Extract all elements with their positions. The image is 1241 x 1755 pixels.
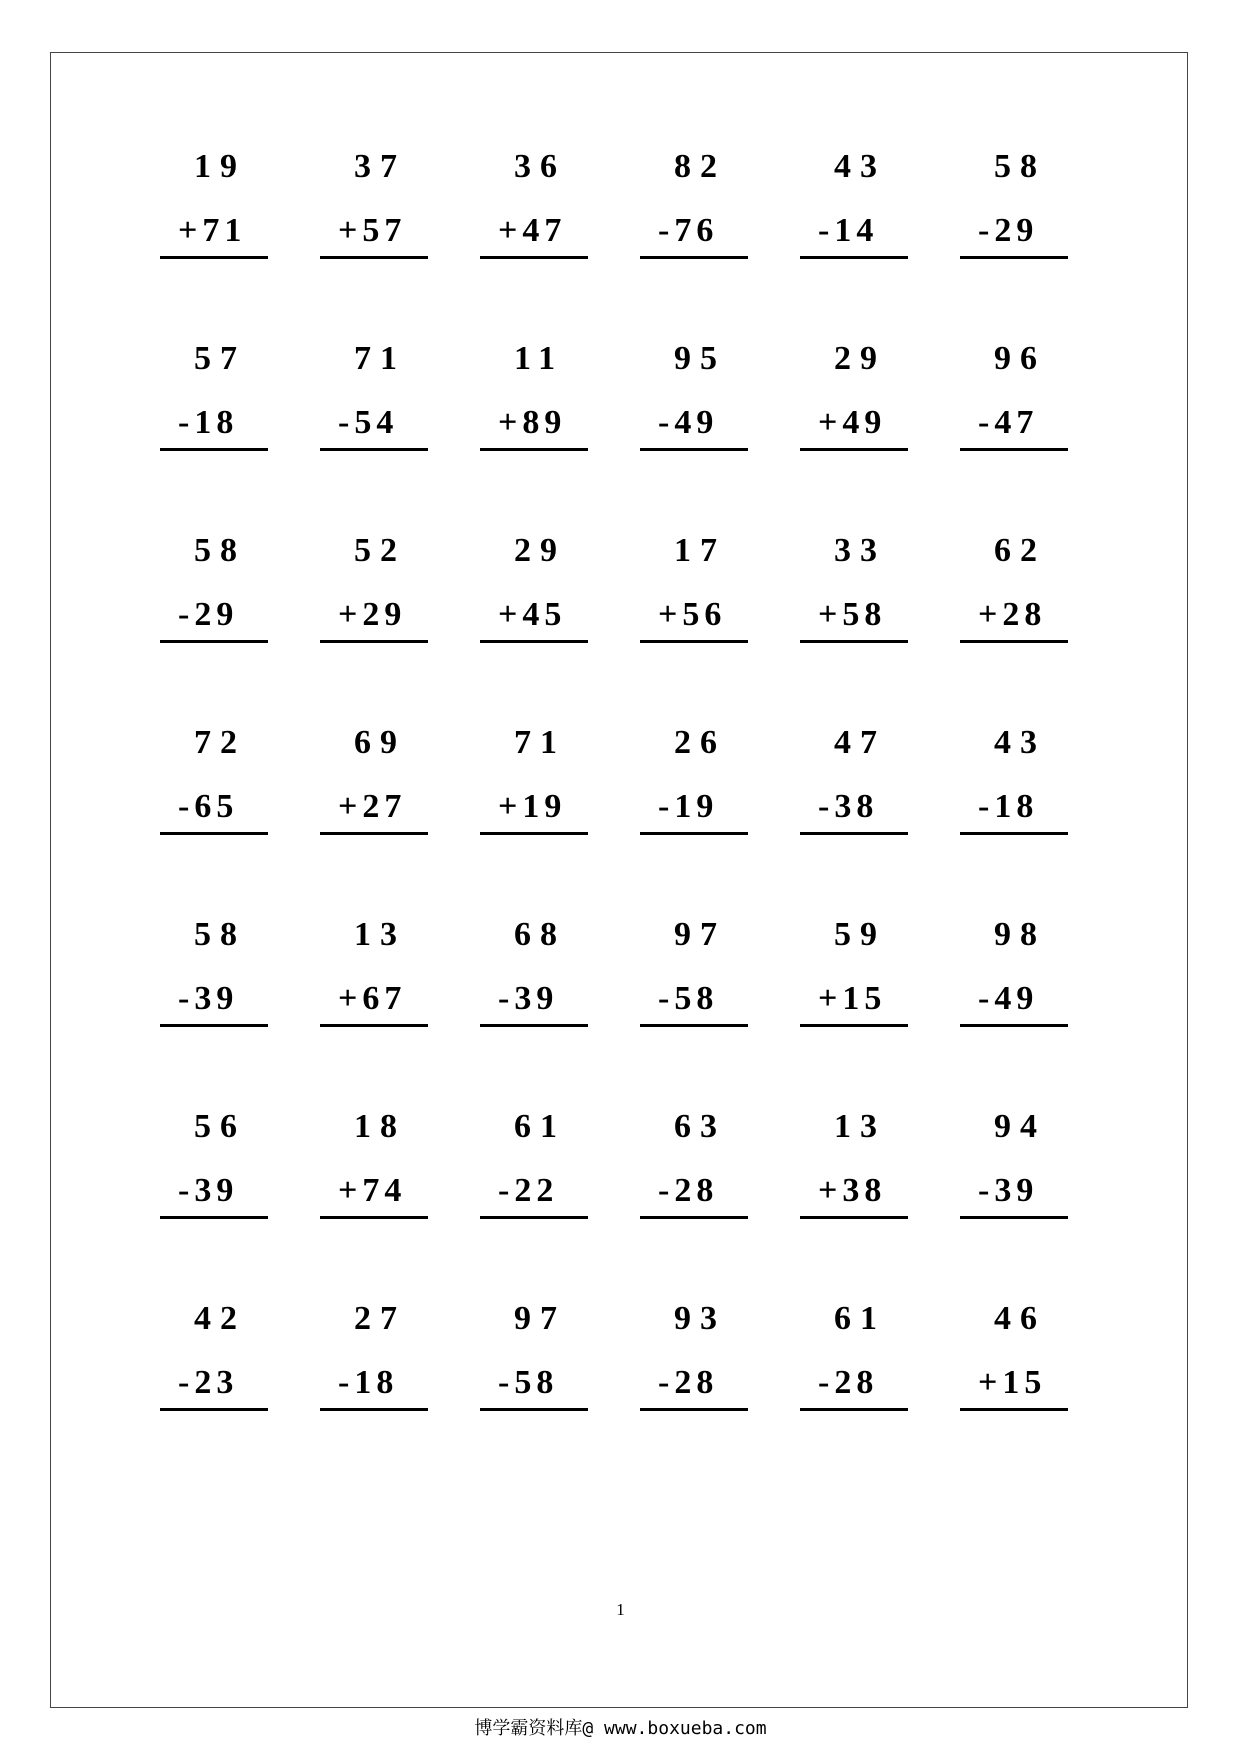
vertical-arithmetic-problem xyxy=(320,532,430,652)
vertical-arithmetic-problem xyxy=(160,1300,270,1420)
top-number: 97 xyxy=(674,916,726,953)
vertical-arithmetic-problem xyxy=(960,916,1070,1036)
vertical-arithmetic-problem xyxy=(800,724,910,844)
operator-and-number: +74 xyxy=(338,1172,407,1209)
operator-and-number: +47 xyxy=(498,212,567,249)
answer-line xyxy=(640,1172,748,1219)
top-number: 46 xyxy=(994,1300,1046,1337)
top-number: 69 xyxy=(354,724,406,761)
top-number: 61 xyxy=(834,1300,886,1337)
top-number: 59 xyxy=(834,916,886,953)
top-number: 96 xyxy=(994,340,1046,377)
vertical-arithmetic-problem xyxy=(480,1300,590,1420)
vertical-arithmetic-problem xyxy=(960,1300,1070,1420)
answer-line xyxy=(320,1364,428,1411)
top-number: 13 xyxy=(354,916,406,953)
operator-and-number: -38 xyxy=(818,788,879,825)
vertical-arithmetic-problem xyxy=(320,148,430,268)
operator-and-number: +49 xyxy=(818,404,887,441)
operator-and-number: +29 xyxy=(338,596,407,633)
answer-line xyxy=(320,980,428,1027)
top-number: 17 xyxy=(674,532,726,569)
top-number: 47 xyxy=(834,724,886,761)
vertical-arithmetic-problem xyxy=(640,724,750,844)
top-number: 71 xyxy=(354,340,406,377)
operator-and-number: +38 xyxy=(818,1172,887,1209)
operator-and-number: +71 xyxy=(178,212,247,249)
answer-line xyxy=(160,404,268,451)
top-number: 97 xyxy=(514,1300,566,1337)
answer-line xyxy=(800,404,908,451)
answer-line xyxy=(320,596,428,643)
answer-line xyxy=(480,1364,588,1411)
operator-and-number: +56 xyxy=(658,596,727,633)
operator-and-number: +57 xyxy=(338,212,407,249)
vertical-arithmetic-problem xyxy=(160,340,270,460)
answer-line xyxy=(800,1172,908,1219)
vertical-arithmetic-problem xyxy=(320,340,430,460)
operator-and-number: -29 xyxy=(978,212,1039,249)
operator-and-number: -28 xyxy=(658,1172,719,1209)
operator-and-number: +15 xyxy=(818,980,887,1017)
operator-and-number: +19 xyxy=(498,788,567,825)
answer-line xyxy=(800,596,908,643)
vertical-arithmetic-problem xyxy=(800,532,910,652)
vertical-arithmetic-problem xyxy=(960,148,1070,268)
vertical-arithmetic-problem xyxy=(160,724,270,844)
vertical-arithmetic-problem xyxy=(480,916,590,1036)
vertical-arithmetic-problem xyxy=(640,340,750,460)
top-number: 52 xyxy=(354,532,406,569)
operator-and-number: +15 xyxy=(978,1364,1047,1401)
top-number: 57 xyxy=(194,340,246,377)
answer-line xyxy=(960,1172,1068,1219)
answer-line xyxy=(480,212,588,259)
operator-and-number: -65 xyxy=(178,788,239,825)
answer-line xyxy=(960,404,1068,451)
operator-and-number: +58 xyxy=(818,596,887,633)
vertical-arithmetic-problem xyxy=(480,532,590,652)
answer-line xyxy=(640,788,748,835)
answer-line xyxy=(640,404,748,451)
operator-and-number: -18 xyxy=(978,788,1039,825)
operator-and-number: +89 xyxy=(498,404,567,441)
answer-line xyxy=(320,212,428,259)
operator-and-number: +67 xyxy=(338,980,407,1017)
top-number: 58 xyxy=(194,532,246,569)
answer-line xyxy=(640,1364,748,1411)
vertical-arithmetic-problem xyxy=(800,1108,910,1228)
top-number: 29 xyxy=(834,340,886,377)
top-number: 18 xyxy=(354,1108,406,1145)
top-number: 43 xyxy=(834,148,886,185)
answer-line xyxy=(480,788,588,835)
answer-line xyxy=(960,788,1068,835)
top-number: 63 xyxy=(674,1108,726,1145)
answer-line xyxy=(160,596,268,643)
answer-line xyxy=(800,980,908,1027)
top-number: 68 xyxy=(514,916,566,953)
vertical-arithmetic-problem xyxy=(640,148,750,268)
vertical-arithmetic-problem xyxy=(800,916,910,1036)
answer-line xyxy=(640,212,748,259)
top-number: 95 xyxy=(674,340,726,377)
top-number: 27 xyxy=(354,1300,406,1337)
operator-and-number: -47 xyxy=(978,404,1039,441)
answer-line xyxy=(480,1172,588,1219)
operator-and-number: +28 xyxy=(978,596,1047,633)
vertical-arithmetic-problem xyxy=(480,1108,590,1228)
operator-and-number: -58 xyxy=(498,1364,559,1401)
operator-and-number: -28 xyxy=(818,1364,879,1401)
answer-line xyxy=(800,1364,908,1411)
operator-and-number: -39 xyxy=(978,1172,1039,1209)
top-number: 61 xyxy=(514,1108,566,1145)
vertical-arithmetic-problem xyxy=(320,1300,430,1420)
vertical-arithmetic-problem xyxy=(160,916,270,1036)
answer-line xyxy=(960,212,1068,259)
arithmetic-problem-grid xyxy=(160,148,1080,1468)
answer-line xyxy=(480,404,588,451)
answer-line xyxy=(960,1364,1068,1411)
top-number: 71 xyxy=(514,724,566,761)
vertical-arithmetic-problem xyxy=(480,340,590,460)
operator-and-number: -39 xyxy=(498,980,559,1017)
vertical-arithmetic-problem xyxy=(160,532,270,652)
top-number: 36 xyxy=(514,148,566,185)
operator-and-number: -49 xyxy=(658,404,719,441)
vertical-arithmetic-problem xyxy=(160,148,270,268)
vertical-arithmetic-problem xyxy=(160,1108,270,1228)
answer-line xyxy=(160,1172,268,1219)
answer-line xyxy=(160,212,268,259)
top-number: 13 xyxy=(834,1108,886,1145)
operator-and-number: -29 xyxy=(178,596,239,633)
operator-and-number: -39 xyxy=(178,1172,239,1209)
operator-and-number: +27 xyxy=(338,788,407,825)
operator-and-number: -23 xyxy=(178,1364,239,1401)
answer-line xyxy=(320,404,428,451)
operator-and-number: -18 xyxy=(338,1364,399,1401)
operator-and-number: -18 xyxy=(178,404,239,441)
vertical-arithmetic-problem xyxy=(960,532,1070,652)
vertical-arithmetic-problem xyxy=(800,148,910,268)
answer-line xyxy=(480,980,588,1027)
operator-and-number: -28 xyxy=(658,1364,719,1401)
answer-line xyxy=(480,596,588,643)
operator-and-number: -19 xyxy=(658,788,719,825)
vertical-arithmetic-problem xyxy=(320,724,430,844)
vertical-arithmetic-problem xyxy=(640,1108,750,1228)
top-number: 93 xyxy=(674,1300,726,1337)
top-number: 58 xyxy=(194,916,246,953)
answer-line xyxy=(800,788,908,835)
vertical-arithmetic-problem xyxy=(960,340,1070,460)
answer-line xyxy=(160,788,268,835)
vertical-arithmetic-problem xyxy=(640,1300,750,1420)
operator-and-number: -14 xyxy=(818,212,879,249)
top-number: 82 xyxy=(674,148,726,185)
vertical-arithmetic-problem xyxy=(480,724,590,844)
vertical-arithmetic-problem xyxy=(640,532,750,652)
top-number: 29 xyxy=(514,532,566,569)
operator-and-number: -76 xyxy=(658,212,719,249)
top-number: 98 xyxy=(994,916,1046,953)
top-number: 11 xyxy=(514,340,565,377)
answer-line xyxy=(160,1364,268,1411)
answer-line xyxy=(640,980,748,1027)
vertical-arithmetic-problem xyxy=(480,148,590,268)
vertical-arithmetic-problem xyxy=(320,1108,430,1228)
answer-line xyxy=(320,788,428,835)
answer-line xyxy=(960,980,1068,1027)
top-number: 43 xyxy=(994,724,1046,761)
top-number: 26 xyxy=(674,724,726,761)
top-number: 19 xyxy=(194,148,246,185)
vertical-arithmetic-problem xyxy=(800,340,910,460)
top-number: 58 xyxy=(994,148,1046,185)
vertical-arithmetic-problem xyxy=(640,916,750,1036)
top-number: 72 xyxy=(194,724,246,761)
operator-and-number: +45 xyxy=(498,596,567,633)
answer-line xyxy=(320,1172,428,1219)
answer-line xyxy=(800,212,908,259)
operator-and-number: -39 xyxy=(178,980,239,1017)
vertical-arithmetic-problem xyxy=(960,724,1070,844)
vertical-arithmetic-problem xyxy=(800,1300,910,1420)
top-number: 33 xyxy=(834,532,886,569)
top-number: 56 xyxy=(194,1108,246,1145)
page-number: 1 xyxy=(616,1600,625,1619)
top-number: 62 xyxy=(994,532,1046,569)
top-number: 42 xyxy=(194,1300,246,1337)
operator-and-number: -49 xyxy=(978,980,1039,1017)
top-number: 94 xyxy=(994,1108,1046,1145)
operator-and-number: -54 xyxy=(338,404,399,441)
top-number: 37 xyxy=(354,148,406,185)
vertical-arithmetic-problem xyxy=(960,1108,1070,1228)
answer-line xyxy=(160,980,268,1027)
vertical-arithmetic-problem xyxy=(320,916,430,1036)
answer-line xyxy=(640,596,748,643)
operator-and-number: -22 xyxy=(498,1172,559,1209)
answer-line xyxy=(960,596,1068,643)
footer-source-text: 博学霸资料库@ www.boxueba.com xyxy=(474,1718,767,1739)
operator-and-number: -58 xyxy=(658,980,719,1017)
